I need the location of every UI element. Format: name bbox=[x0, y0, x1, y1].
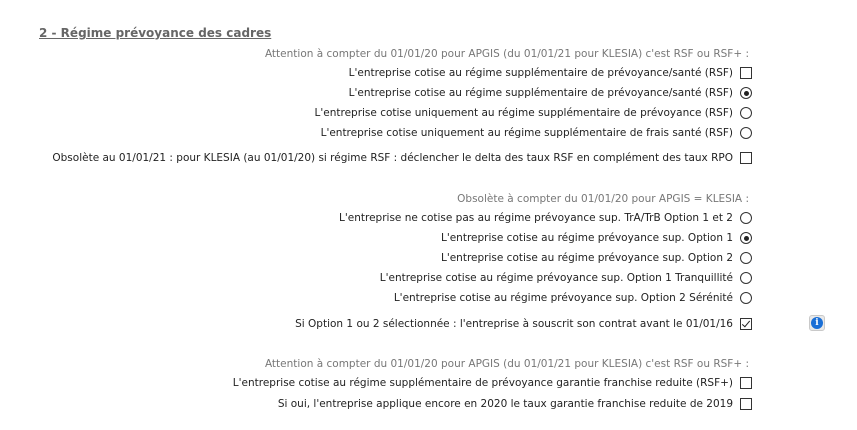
option-row-contract-before-2016 bbox=[295, 317, 752, 331]
info-symbol: i bbox=[811, 317, 823, 329]
option-label: L'entreprise cotise au régime supplémentaire de prévoyance/santé (RSF) bbox=[348, 67, 733, 79]
rsf-radio[interactable] bbox=[740, 87, 752, 99]
option-label: L'entreprise cotise au régime prévoyance sup. Option 1 bbox=[440, 232, 733, 244]
option-label: L'entreprise cotise au régime supplémentaire de prévoyance/santé (RSF) bbox=[348, 87, 733, 99]
option-row-obsolete-delta bbox=[52, 151, 752, 165]
contract-before-2016-checkbox[interactable] bbox=[740, 318, 752, 330]
option-1-radio[interactable] bbox=[740, 232, 752, 244]
rsf-notice: Attention à compter du 01/01/20 pour APGIS (du 01/01/21 pour KLESIA) c'est RSF ou RSF+ : bbox=[264, 48, 749, 60]
option-label: L'entreprise cotise au régime prévoyance sup. Option 1 Tranquillité bbox=[379, 272, 733, 284]
info-icon[interactable] bbox=[809, 315, 825, 331]
option-row-option-2-serenite bbox=[394, 291, 752, 305]
option-row-option-1 bbox=[441, 231, 752, 245]
option-1-tranquillite-radio[interactable] bbox=[740, 272, 752, 284]
option-row-rsf-plus bbox=[233, 376, 752, 390]
option-row-option-2 bbox=[441, 251, 752, 265]
option-label: L'entreprise cotise uniquement au régime supplémentaire de frais santé (RSF) bbox=[320, 127, 733, 139]
section-title: 2 - Régime prévoyance des cadres bbox=[39, 26, 272, 40]
option-row-rsf-radio bbox=[349, 86, 752, 100]
obsolete-delta-checkbox[interactable] bbox=[740, 152, 752, 164]
option-row-sante-only bbox=[321, 126, 752, 140]
rsf-plus-checkbox[interactable] bbox=[740, 377, 752, 389]
option-row-franchise-2019 bbox=[278, 397, 752, 411]
option-label: L'entreprise cotise uniquement au régime supplémentaire de prévoyance (RSF) bbox=[314, 107, 733, 119]
option-2-radio[interactable] bbox=[740, 252, 752, 264]
franchise-2019-checkbox[interactable] bbox=[740, 398, 752, 410]
prevoyance-only-radio[interactable] bbox=[740, 107, 752, 119]
option-label: L'entreprise cotise au régime supplémentaire de prévoyance garantie franchise reduite (RSF+) bbox=[232, 377, 733, 389]
option-row-no-contribution bbox=[339, 211, 752, 225]
rsf-plus-notice: Attention à compter du 01/01/20 pour APGIS (du 01/01/21 pour KLESIA) c'est RSF ou RSF+ : bbox=[264, 358, 749, 370]
option-label: Obsolète au 01/01/21 : pour KLESIA (au 01/01/20) si régime RSF : déclencher le delta des taux RSF en complément des taux RPO bbox=[52, 152, 733, 164]
option-row-prevoyance-only bbox=[315, 106, 752, 120]
option-label: Si Option 1 ou 2 sélectionnée : l'entreprise à souscrit son contrat avant le 01/01/16 bbox=[295, 318, 733, 330]
option-label: L'entreprise ne cotise pas au régime prévoyance sup. TrA/TrB Option 1 et 2 bbox=[339, 212, 733, 224]
sante-only-radio[interactable] bbox=[740, 127, 752, 139]
option-label: Si oui, l'entreprise applique encore en 2020 le taux garantie franchise reduite de 2019 bbox=[277, 398, 733, 410]
option-2-serenite-radio[interactable] bbox=[740, 292, 752, 304]
rsf-checkbox[interactable] bbox=[740, 67, 752, 79]
obsolete-notice: Obsolète à compter du 01/01/20 pour APGIS = KLESIA : bbox=[457, 193, 749, 205]
no-contribution-radio[interactable] bbox=[740, 212, 752, 224]
option-row-rsf-checkbox bbox=[349, 66, 752, 80]
option-label: L'entreprise cotise au régime prévoyance sup. Option 2 bbox=[440, 252, 733, 264]
option-row-option-1-tranquillite bbox=[380, 271, 752, 285]
option-label: L'entreprise cotise au régime prévoyance sup. Option 2 Sérénité bbox=[393, 292, 733, 304]
